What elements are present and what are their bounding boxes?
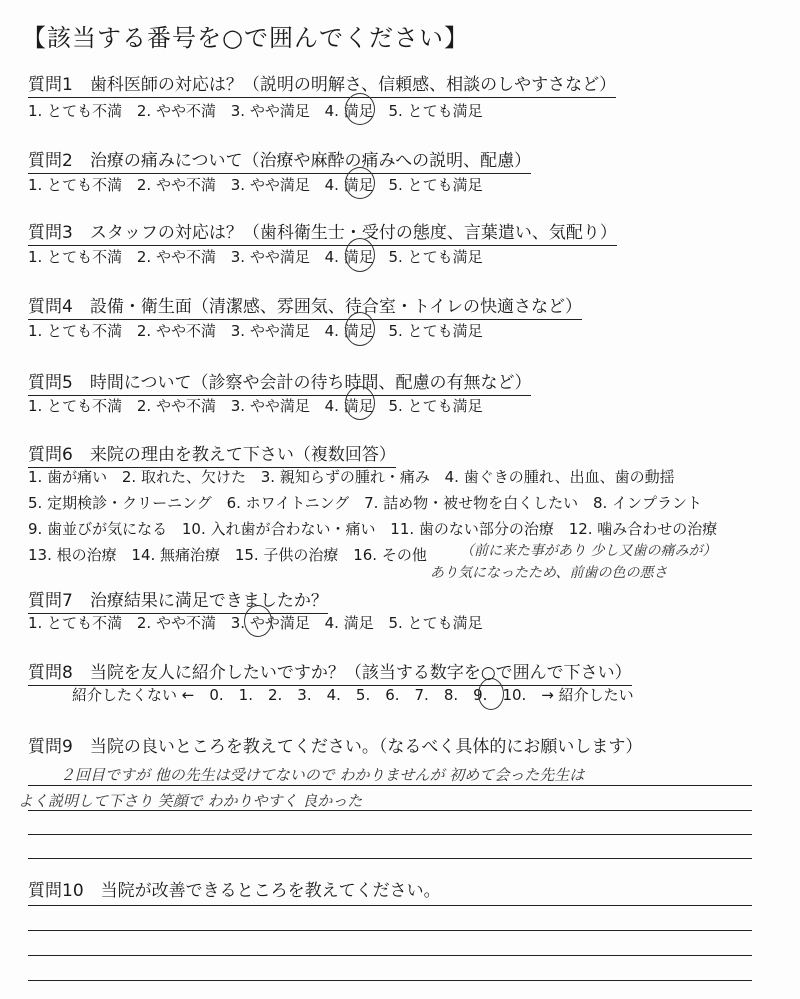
option[interactable]: 2. やや不満 bbox=[136, 102, 216, 120]
option[interactable]: 4. 歯ぐきの腫れ、出血、歯の動揺 bbox=[444, 468, 675, 486]
option[interactable]: 5. とても満足 bbox=[388, 614, 483, 632]
option[interactable]: 3. やや満足 bbox=[230, 614, 310, 632]
question-10-text: 質問10 当院が改善できるところを教えてください。 bbox=[28, 881, 441, 901]
answer-line bbox=[28, 810, 752, 811]
option[interactable]: 13. 根の治療 bbox=[28, 546, 117, 564]
option[interactable]: 10. 入れ歯が合わない・痛い bbox=[181, 520, 376, 538]
option[interactable]: 4. 満足 bbox=[324, 248, 374, 266]
option[interactable]: 2. やや不満 bbox=[136, 248, 216, 266]
question-9 bbox=[28, 732, 642, 757]
selection-circle bbox=[345, 312, 375, 346]
question-7-text: 質問7 治療結果に満足できましたか？ bbox=[28, 591, 328, 614]
option[interactable]: 12. 噛み合わせの治療 bbox=[568, 520, 718, 538]
question-5-options bbox=[28, 395, 493, 416]
option[interactable]: 5. とても満足 bbox=[388, 322, 483, 340]
question-6-row-3 bbox=[28, 518, 727, 539]
question-2-text: 質問2 治療の痛みについて（治療や麻酔の痛みへの説明、配慮） bbox=[28, 151, 531, 174]
question-6 bbox=[28, 440, 396, 465]
question-3-text: 質問3 スタッフの対応は？（歯科衛生士・受付の態度、言葉遣い、気配り） bbox=[28, 223, 617, 246]
option[interactable]: 16. その他 bbox=[353, 546, 427, 564]
option[interactable]: 1. とても不満 bbox=[28, 322, 123, 340]
question-6-row-1 bbox=[28, 466, 685, 487]
option[interactable]: 2. やや不満 bbox=[136, 176, 216, 194]
option[interactable]: 4. 満足 bbox=[324, 397, 374, 415]
question-10 bbox=[28, 876, 441, 901]
page-title: 【該当する番号を○で囲んでください】 bbox=[22, 24, 469, 52]
option[interactable]: 3. やや満足 bbox=[230, 248, 310, 266]
answer-line bbox=[28, 905, 752, 906]
option[interactable]: 3. 親知らずの腫れ・痛み bbox=[260, 468, 430, 486]
option[interactable]: 1. とても不満 bbox=[28, 176, 123, 194]
question-6-row-2 bbox=[28, 492, 712, 513]
selection-circle bbox=[478, 678, 504, 710]
question-1-text: 質問1 歯科医師の対応は？（説明の明解さ、信頼感、相談のしやすさなど） bbox=[28, 75, 616, 98]
question-2 bbox=[28, 146, 531, 171]
handwritten-answer-line-2: よく説明して下さり 笑顔で わかりやすく 良かった bbox=[18, 792, 363, 810]
answer-line bbox=[28, 980, 752, 981]
question-3-options bbox=[28, 246, 493, 267]
option[interactable]: 3. やや満足 bbox=[230, 176, 310, 194]
option[interactable]: 2. やや不満 bbox=[136, 322, 216, 340]
option[interactable]: 5. とても満足 bbox=[388, 248, 483, 266]
question-9-text: 質問9 当院の良いところを教えてください。（なるべく具体的にお願いします） bbox=[28, 737, 643, 757]
option[interactable]: 1. とても不満 bbox=[28, 102, 123, 120]
question-1 bbox=[28, 70, 616, 95]
option[interactable]: 9. 歯並びが気になる bbox=[28, 520, 168, 538]
question-4 bbox=[28, 292, 582, 317]
option[interactable]: 1. とても不満 bbox=[28, 397, 123, 415]
option[interactable]: 1. 歯が痛い bbox=[28, 468, 108, 486]
question-5 bbox=[28, 368, 531, 393]
selection-circle bbox=[345, 386, 375, 420]
selection-circle bbox=[345, 238, 375, 272]
option[interactable]: 4. 満足 bbox=[324, 102, 374, 120]
option[interactable]: 4. 満足 bbox=[324, 614, 374, 632]
question-8-text: 質問8 当院を友人に紹介したいですか？（該当する数字を○で囲んで下さい） bbox=[28, 663, 632, 686]
handwritten-other-line-2: あり気になったため、前歯の色の悪さ bbox=[430, 565, 668, 581]
question-4-text: 質問4 設備・衛生面（清潔感、雰囲気、待合室・トイレの快適さなど） bbox=[28, 297, 582, 320]
option[interactable]: 3. やや満足 bbox=[230, 322, 310, 340]
question-3 bbox=[28, 218, 617, 243]
answer-line bbox=[28, 858, 752, 859]
option[interactable]: 7. 詰め物・被せ物を白くしたい bbox=[364, 494, 579, 512]
question-6-row-4 bbox=[28, 544, 437, 565]
option[interactable]: 1. とても不満 bbox=[28, 248, 123, 266]
handwritten-other-line-1: （前に来た事があり 少し又歯の痛みが） bbox=[460, 543, 717, 559]
option[interactable]: 5. とても満足 bbox=[388, 397, 483, 415]
question-2-options bbox=[28, 174, 493, 195]
question-8 bbox=[28, 658, 632, 683]
handwritten-answer-line-1: ２回目ですが 他の先生は受けてないので わかりませんが 初めて会った先生は bbox=[60, 766, 585, 784]
option[interactable]: 3. やや満足 bbox=[230, 397, 310, 415]
option[interactable]: 4. 満足 bbox=[324, 176, 374, 194]
option[interactable]: 4. 満足 bbox=[324, 322, 374, 340]
selection-circle bbox=[345, 93, 375, 125]
answer-line bbox=[28, 834, 752, 835]
option[interactable]: 6. ホワイトニング bbox=[226, 494, 350, 512]
question-8-scale[interactable]: 紹介したくない ← 0. 1. 2. 3. 4. 5. 6. 7. 8. 9. 10. → 紹介したい bbox=[72, 686, 634, 704]
option[interactable]: 2. 取れた、欠けた bbox=[121, 468, 246, 486]
option[interactable]: 5. とても満足 bbox=[388, 176, 483, 194]
selection-circle bbox=[345, 167, 375, 199]
question-1-options bbox=[28, 100, 493, 121]
question-4-options bbox=[28, 320, 493, 341]
answer-line bbox=[28, 955, 752, 956]
option[interactable]: 5. とても満足 bbox=[388, 102, 483, 120]
option[interactable]: 2. やや不満 bbox=[136, 614, 216, 632]
option[interactable]: 1. とても不満 bbox=[28, 614, 123, 632]
question-7 bbox=[28, 586, 328, 611]
option[interactable]: 2. やや不満 bbox=[136, 397, 216, 415]
answer-line bbox=[28, 785, 752, 786]
option[interactable]: 8. インプラント bbox=[592, 494, 703, 512]
answer-line bbox=[28, 930, 752, 931]
question-5-text: 質問5 時間について（診察や会計の待ち時間、配慮の有無など） bbox=[28, 373, 531, 396]
option[interactable]: 14. 無痛治療 bbox=[131, 546, 221, 564]
option[interactable]: 3. やや満足 bbox=[230, 102, 310, 120]
option[interactable]: 11. 歯のない部分の治療 bbox=[390, 520, 554, 538]
question-6-text: 質問6 来院の理由を教えて下さい（複数回答） bbox=[28, 445, 396, 468]
selection-circle bbox=[244, 605, 272, 637]
option[interactable]: 5. 定期検診・クリーニング bbox=[28, 494, 212, 512]
option[interactable]: 15. 子供の治療 bbox=[234, 546, 339, 564]
